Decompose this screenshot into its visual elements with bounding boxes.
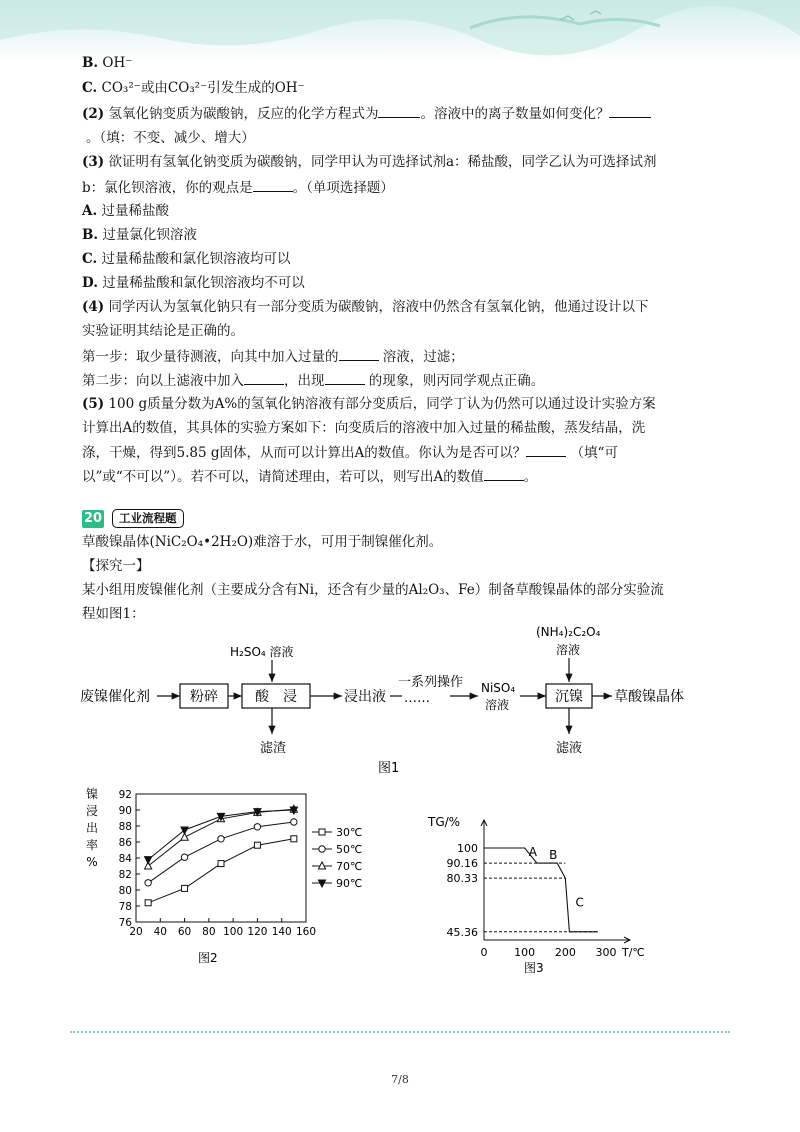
flow-reagent-oxalate-solution: 溶液 — [556, 643, 581, 657]
option-letter: C. — [82, 251, 98, 267]
question-text: ，出现 — [284, 373, 325, 389]
data-point-square — [254, 842, 260, 848]
q4-step1 — [82, 347, 464, 366]
question-text: 的现象，则丙同学观点正确。 — [368, 373, 545, 389]
q5-line1 — [82, 395, 656, 413]
q2-line1 — [82, 104, 651, 123]
process-flow-diagram — [80, 620, 730, 780]
y-level-label: 80.33 — [446, 872, 478, 886]
data-point-circle — [291, 819, 297, 825]
flow-niso4-label: NiSO₄ — [481, 681, 516, 695]
data-point-square — [218, 861, 224, 867]
question-text: 涤，干燥，得到5.85 g固体，从而可以计算出A的数值。你认为是否可以？ — [82, 445, 527, 461]
option-b — [82, 54, 132, 72]
data-point-square — [319, 829, 325, 835]
x-tick-label: 300 — [595, 946, 617, 959]
header-decoration — [0, 0, 800, 62]
q3-option-b — [82, 226, 197, 244]
question-text: 欲证明有氢氧化钠变质为碳酸钠，同学甲认为可选择试剂a：稀盐酸，同学乙认为可选择试剂 — [108, 154, 657, 170]
leaching-rate-chart — [80, 782, 380, 972]
q20-intro — [82, 533, 442, 551]
data-point-triangle-down — [145, 857, 152, 864]
question-text: 。溶液中的离子数量如何变化？ — [420, 106, 610, 122]
figure-2-caption: 图2 — [198, 951, 218, 965]
flow-ellipsis: …… — [404, 691, 430, 706]
x-tick-label: 160 — [295, 926, 317, 938]
option-letter: B. — [82, 227, 99, 243]
section-heading: 【探究一】 — [82, 558, 150, 574]
q3-option-d — [82, 274, 305, 292]
y-tick-label: 84 — [118, 853, 132, 865]
q20-desc1 — [82, 581, 664, 599]
tg-curve-chart — [420, 800, 660, 985]
option-text: CO₃²⁻或由CO₃²⁻引发生成的OH⁻ — [101, 80, 305, 96]
option-text: 过量稀盐酸 — [101, 203, 169, 219]
x-axis-label: T/℃ — [622, 946, 645, 959]
flow-product-label: 草酸镍晶体 — [614, 689, 684, 705]
data-point-triangle-down — [181, 827, 188, 834]
x-tick-label: 0 — [480, 946, 488, 959]
question-number: (3) — [82, 154, 105, 170]
y-tick-label: 90 — [118, 805, 132, 817]
option-text: 过量氯化钡溶液 — [102, 227, 197, 243]
x-tick-label: 100 — [223, 926, 244, 938]
tg-curve — [484, 848, 598, 932]
data-point-circle — [145, 880, 151, 886]
answer-blank[interactable] — [484, 467, 524, 481]
flow-niso4-solution-label: 溶液 — [485, 698, 510, 712]
y-axis-label-char: 率 — [85, 838, 99, 852]
y-axis-label-char: 浸 — [85, 804, 99, 818]
legend-label: 50℃ — [336, 843, 363, 856]
y-tick-label: 80 — [118, 885, 132, 897]
flow-reagent-h2so4: H₂SO₄ 溶液 — [230, 645, 294, 659]
data-point-square — [291, 836, 297, 842]
option-letter: C. — [82, 80, 98, 96]
option-letter: A. — [82, 203, 98, 219]
y-level-label: 90.16 — [446, 857, 478, 871]
question-text: 同学丙认为氢氧化钠只有一部分变质为碳酸钠，溶液中仍然含有氢氧化钠，他通过设计以下 — [108, 299, 649, 315]
q3-line1 — [82, 153, 657, 171]
question-number: (4) — [82, 299, 105, 315]
q20-explore-heading — [82, 557, 150, 575]
data-point-square — [182, 885, 188, 891]
y-axis-label-char: 出 — [85, 821, 99, 835]
answer-blank[interactable] — [378, 104, 420, 118]
legend-label: 70℃ — [336, 860, 363, 873]
y-axis-label: TG/% — [428, 815, 461, 829]
x-tick-label: 80 — [202, 926, 216, 938]
answer-blank[interactable] — [325, 371, 365, 385]
x-tick-label: 140 — [271, 926, 292, 938]
option-text: OH⁻ — [102, 55, 133, 71]
question-text: 100 g质量分数为A%的氢氧化钠溶液有部分变质后，同学丁认为仍然可以通过设计实验方案 — [108, 396, 656, 412]
figure-1-caption: 图1 — [378, 761, 400, 776]
question-text: 以”或“不可以”）。若不可以，请简述理由，若可以，则写出A的数值 — [82, 469, 484, 485]
q5-line4 — [82, 467, 537, 486]
point-label: A — [528, 845, 537, 859]
option-letter: B. — [82, 55, 99, 71]
y-level-label: 100 — [457, 842, 478, 855]
y-tick-label: 76 — [118, 917, 132, 929]
question-text: 草酸镍晶体(NiC₂O₄•2H₂O)难溶于水，可用于制镍催化剂。 — [82, 534, 443, 550]
option-letter: D. — [82, 275, 98, 291]
option-c — [82, 79, 305, 97]
data-point-circle — [218, 836, 224, 842]
y-tick-label: 86 — [118, 837, 132, 849]
y-axis-label-char: % — [86, 855, 98, 869]
question-text: （填“可 — [570, 445, 618, 461]
flow-filtrate-label: 滤液 — [556, 741, 583, 756]
x-tick-label: 20 — [129, 926, 143, 938]
flow-reagent-oxalate: (NH₄)₂C₂O₄ — [536, 625, 601, 639]
question-type-tag: 工业流程题 — [112, 509, 184, 528]
question-text: 程如图1： — [82, 606, 145, 622]
flow-box-crush-label: 粉碎 — [190, 689, 218, 705]
y-axis-label-char: 镍 — [85, 787, 99, 801]
q4-line1 — [82, 298, 648, 316]
question-text: 第二步：向以上滤液中加入 — [82, 373, 244, 389]
data-point-circle — [181, 854, 187, 860]
figure-3-caption: 图3 — [524, 961, 544, 975]
question-text: 第一步：取少量待测液，向其中加入过量的 — [82, 349, 339, 365]
legend-label: 30℃ — [336, 826, 363, 839]
data-point-circle — [254, 824, 260, 830]
question-text: 溶液，过滤； — [382, 349, 464, 365]
legend-label: 90℃ — [336, 877, 363, 890]
series-line — [148, 822, 294, 883]
page-number: 7/8 — [391, 1073, 409, 1086]
answer-blank[interactable] — [253, 178, 293, 192]
answer-blank[interactable] — [526, 443, 566, 457]
flow-residue-label: 滤渣 — [260, 741, 287, 756]
question-text: 氢氧化钠变质为碳酸钠，反应的化学方程式为 — [108, 106, 379, 122]
question-text: 。（单项选择题） — [292, 180, 394, 196]
q4-line2 — [82, 322, 244, 340]
q2-line2 — [86, 129, 255, 147]
question-text: 某小组用废镍催化剂（主要成分含有Ni，还含有少量的Al₂O₃、Fe）制备草酸镍晶体的部分实验流 — [82, 582, 664, 598]
answer-blank[interactable] — [339, 347, 379, 361]
data-point-circle — [319, 846, 325, 852]
y-level-label: 45.36 — [446, 925, 478, 939]
q3-line2 — [82, 178, 394, 197]
option-text: 过量稀盐酸和氯化钡溶液均不可以 — [102, 275, 305, 291]
question-number: (5) — [82, 396, 105, 412]
y-tick-label: 88 — [118, 821, 132, 833]
q5-line2 — [82, 419, 645, 437]
footer-divider — [70, 1031, 730, 1033]
flow-operations-label: 一系列操作 — [398, 675, 464, 690]
answer-blank[interactable] — [609, 104, 651, 118]
y-tick-label: 92 — [118, 789, 132, 801]
question-text: b：氯化钡溶液，你的观点是 — [82, 180, 253, 196]
point-label: C — [575, 895, 584, 910]
point-label: B — [549, 848, 558, 863]
x-tick-label: 100 — [514, 946, 536, 959]
question-text: 。 — [523, 469, 538, 485]
q4-step2 — [82, 371, 544, 390]
flow-box-acid-leach-label: 酸 浸 — [255, 689, 297, 705]
data-point-square — [145, 900, 151, 906]
x-tick-label: 120 — [247, 926, 268, 938]
flow-box-precipitate-label: 沉镍 — [555, 689, 583, 705]
question-text: 。（填：不变、减少、增大） — [86, 130, 255, 146]
y-tick-label: 78 — [118, 901, 132, 913]
q3-option-a — [82, 202, 169, 220]
x-tick-label: 40 — [153, 926, 167, 938]
x-tick-label: 200 — [554, 946, 576, 959]
y-tick-label: 82 — [118, 869, 132, 881]
question-text: 计算出A的数值，其具体的实验方案如下：向变质后的溶液中加入过量的稀盐酸，蒸发结晶，洗 — [82, 420, 646, 436]
flow-leachate-label: 浸出液 — [344, 689, 386, 705]
answer-blank[interactable] — [244, 371, 284, 385]
x-tick-label: 60 — [177, 926, 192, 938]
flow-start-label: 废镍催化剂 — [80, 689, 150, 705]
q5-line3 — [82, 443, 618, 462]
question-text: 实验证明其结论是正确的。 — [82, 323, 244, 339]
question-number-badge: 20 — [83, 511, 103, 526]
question-number: (2) — [82, 106, 105, 122]
option-text: 过量稀盐酸和氯化钡溶液均可以 — [101, 251, 291, 267]
q3-option-c — [82, 250, 291, 268]
